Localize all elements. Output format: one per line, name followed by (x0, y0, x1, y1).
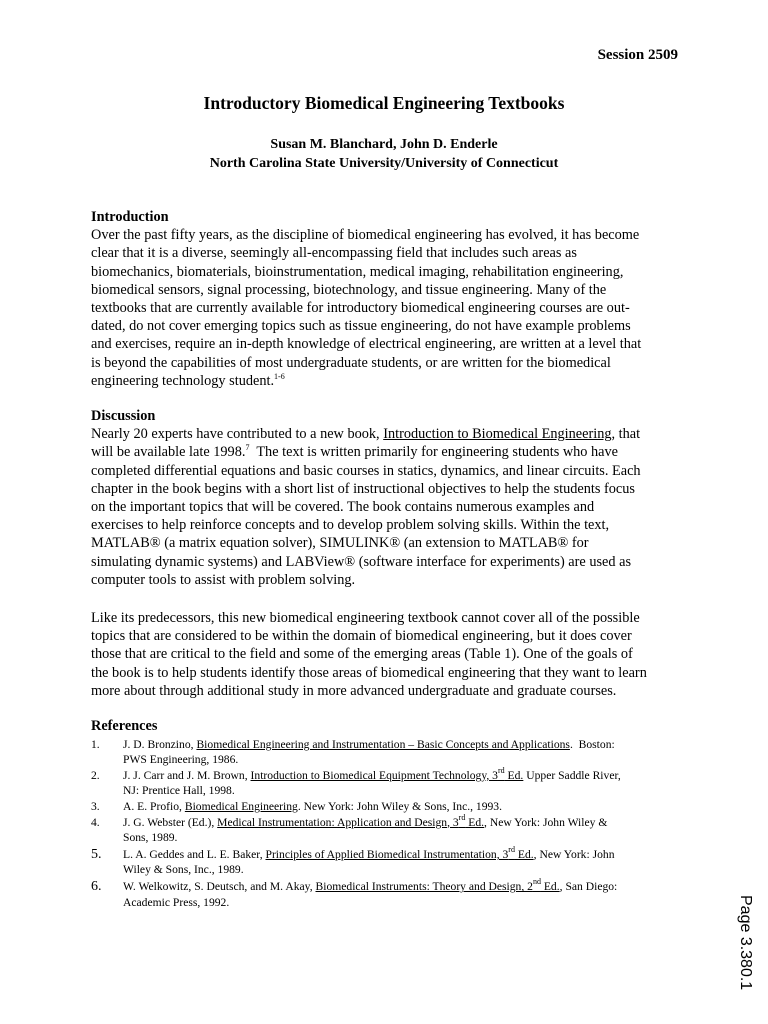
reference-line: Sons, 1989. (123, 830, 178, 844)
reference-authors: A. E. Profio, (123, 799, 185, 813)
reference-line: Academic Press, 1992. (123, 895, 230, 909)
reference-publisher: Upper Saddle River, (523, 768, 621, 782)
introduction-paragraph (91, 226, 681, 390)
text-line (91, 372, 681, 390)
reference-title-edition: Ed. (514, 847, 534, 861)
text-line: more about through additional study in more advanced undergraduate and graduate courses. (91, 682, 617, 699)
reference-authors: J. G. Webster (Ed.), (123, 815, 218, 829)
reference-title-edition: Ed. (465, 815, 485, 829)
reference-title: Biomedical Engineering (184, 799, 298, 813)
introduction-heading: Introduction (91, 209, 169, 225)
text-fragment: The text is written primarily for engineering students who have (249, 444, 619, 461)
text-line: computer tools to assist with problem solving. (91, 571, 356, 588)
page-number: Page 3.380.1 (737, 895, 754, 991)
text-line: biomedical sensors, signal processing, biotechnology, and tissue engineering. Many of the (91, 281, 607, 298)
reference-title (217, 812, 485, 829)
discussion-paragraph (91, 425, 681, 589)
citation-superscript: 7 (245, 443, 250, 453)
reference-line (123, 879, 691, 894)
text-line: Over the past fifty years, as the discipline of biomedical engineering has evolved, it has become (91, 227, 640, 244)
text-line: Like its predecessors, this new biomedical engineering textbook cannot cover all of the possible (91, 610, 640, 626)
reference-authors: L. A. Geddes and L. E. Baker, (123, 847, 266, 861)
reference-number: 1. (91, 738, 100, 751)
reference-line: NJ: Prentice Hall, 1998. (123, 784, 235, 798)
text-line (91, 425, 681, 443)
text-line: is beyond the capabilities of most undergraduate students, or are written for the biomedical (91, 354, 611, 371)
edition-superscript: rd (458, 812, 466, 822)
affiliation: North Carolina State University/University of Connecticut (209, 156, 559, 171)
reference-line (123, 737, 691, 752)
reference-title-text: Introduction to Biomedical Equipment Technology, 3 (250, 768, 498, 782)
text-line: chapter in the book begins with a short list of instructional objectives to help the students focus (91, 480, 635, 497)
discussion-section (91, 407, 681, 589)
reference-number: 2. (91, 768, 100, 782)
edition-superscript: rd (508, 844, 515, 854)
reference-line (123, 844, 691, 862)
reference-title (250, 765, 524, 782)
reference-line: Wiley & Sons, Inc., 1989. (123, 863, 244, 877)
text-line: textbooks that are currently available for introductory biomedical engineering courses are out- (91, 300, 630, 317)
paper-title: Introductory Biomedical Engineering Textbooks (203, 93, 565, 113)
text-line: those that are critical to the field and some of the emerging areas (Table 1). One of the goals of (91, 646, 633, 663)
authors: Susan M. Blanchard, John D. Enderle (270, 137, 498, 152)
text-fragment: Nearly 20 experts have contributed to a new book, (91, 426, 384, 443)
reference-publisher: . New York: John Wiley & Sons, Inc., 1993. (297, 799, 503, 813)
reference-item (91, 812, 691, 845)
reference-publisher: , New York: John (533, 847, 615, 861)
text-line: and exercises, require an in-depth knowledge of electrical engineering, are written at a level that (91, 336, 642, 353)
reference-line: PWS Engineering, 1986. (123, 753, 239, 767)
reference-line (123, 799, 691, 814)
reference-publisher: . Boston: (569, 738, 615, 751)
book-title: Introduction to Biomedical Engineering (383, 426, 612, 443)
text-line: topics that are considered to be within the domain of biomedical engineering, but it does cover (91, 628, 632, 645)
reference-item (91, 737, 691, 767)
closing-paragraph (91, 609, 681, 700)
text-fragment: will be available late 1998. (91, 444, 246, 461)
text-line: exercises to help reinforce concepts and to develop problem solving skills. Within the text, (91, 517, 610, 534)
reference-authors: W. Welkowitz, S. Deutsch, and M. Akay, (123, 880, 316, 894)
reference-item (91, 879, 691, 909)
reference-title-text: Medical Instrumentation: Application and Design, 3 (217, 815, 459, 829)
reference-item (91, 844, 691, 877)
reference-line (123, 765, 691, 783)
text-line: dated, do not cover emerging topics such as tissue engineering, do not have example problems (91, 318, 631, 335)
reference-item (91, 765, 691, 798)
reference-title-edition: Ed. (504, 768, 524, 782)
reference-title-text: Biomedical Instruments: Theory and Design, 2 (315, 880, 533, 894)
text-line: MATLAB® (a matrix equation solver), SIMULINK® (an extension to MATLAB® for (91, 535, 589, 552)
reference-number: 4. (91, 815, 100, 829)
reference-title (315, 877, 560, 894)
citation-superscript: 1-6 (274, 371, 285, 381)
reference-publisher: , San Diego: (559, 880, 618, 894)
text-line: completed differential equations and basic courses in statics, dynamics, and linear circuits. Each (91, 462, 641, 479)
reference-authors: J. D. Bronzino, (123, 738, 197, 751)
text-line: clear that it is a diverse, seemingly all-encompassing field that includes such areas as (91, 245, 577, 262)
reference-title-edition: Ed. (540, 880, 560, 894)
edition-superscript: rd (497, 765, 505, 775)
discussion-heading: Discussion (91, 408, 156, 424)
text-line: biomechanics, biomaterials, bioinstrumentation, medical imaging, rehabilitation engineering, (91, 263, 624, 280)
reference-number: 3. (91, 799, 100, 813)
text-line (91, 443, 681, 461)
text-fragment: engineering technology student. (91, 372, 275, 389)
references-list (91, 737, 691, 910)
reference-publisher: , New York: John Wiley & (484, 815, 608, 829)
text-line: the book is to help students identify those areas of biomedical engineering that they want to learn (91, 664, 647, 681)
reference-authors: J. J. Carr and J. M. Brown, (123, 768, 251, 782)
text-line: simulating dynamic systems) and LABView® (software interface for experiments) are used as (91, 553, 632, 570)
reference-number: 5. (91, 846, 102, 862)
reference-title-text: Principles of Applied Biomedical Instrumentation, 3 (265, 847, 509, 861)
reference-title: Biomedical Engineering and Instrumentation – Basic Concepts and Applications (196, 738, 570, 751)
edition-superscript: nd (532, 877, 541, 887)
introduction-section (91, 208, 681, 390)
references-heading: References (91, 718, 158, 734)
text-line: on the important topics that will be covered. The book contains numerous examples and (91, 499, 595, 516)
text-fragment: , that (611, 426, 641, 443)
reference-item (91, 799, 691, 814)
reference-title (265, 844, 534, 861)
session-number: Session 2509 (597, 47, 678, 63)
reference-line (123, 812, 691, 830)
reference-number: 6. (91, 879, 102, 895)
